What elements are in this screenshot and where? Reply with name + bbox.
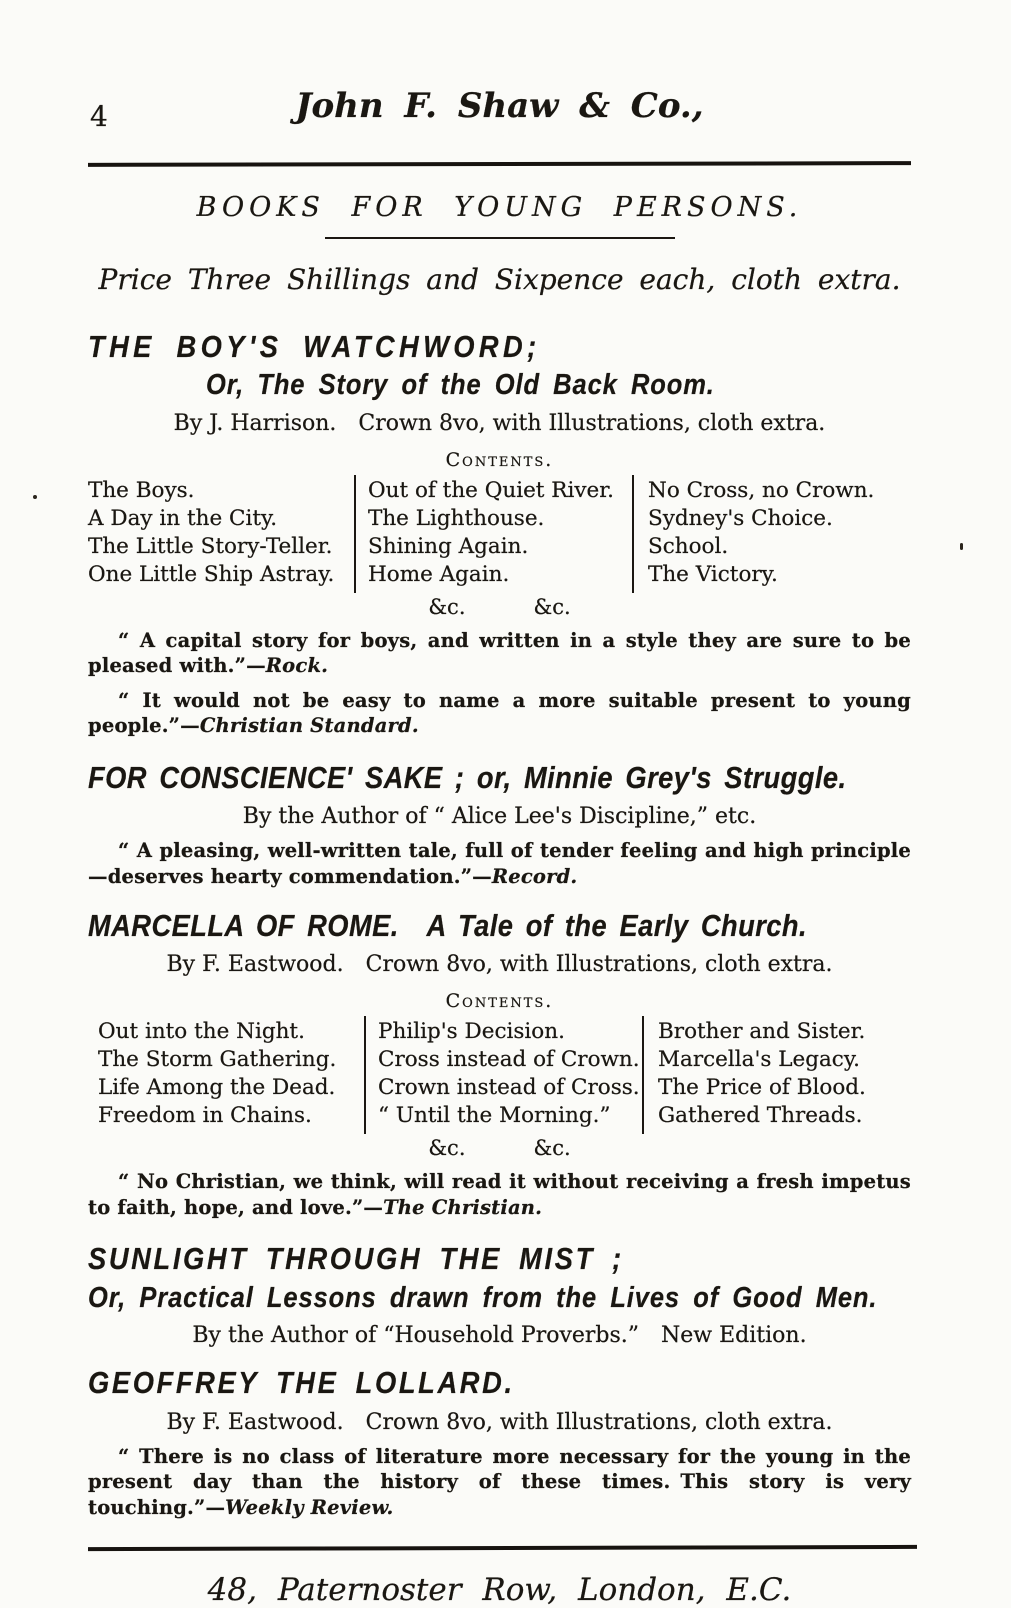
book-subtitle: Or, The Story of the Old Back Room. bbox=[206, 369, 715, 402]
section-heading-rule bbox=[325, 237, 675, 239]
contents-entry: Out of the Quiet River. bbox=[368, 477, 614, 503]
scan-speck bbox=[33, 495, 37, 499]
scan-speck bbox=[960, 543, 963, 550]
contents-entry: Philip's Decision. bbox=[378, 1019, 565, 1045]
book-byline: By J. Harrison. Crown 8vo, with Illustrations, cloth extra. bbox=[173, 410, 826, 436]
contents-entry: “ Until the Morning.” bbox=[378, 1103, 611, 1129]
book-byline: By the Author of “ Alice Lee's Discipline,” etc. bbox=[242, 804, 757, 830]
review-text: “ A pleasing, well-written tale, full of tender feeling and high principle—deserves hearty commendation.”— bbox=[88, 839, 911, 888]
review-quote bbox=[88, 1444, 911, 1521]
review-source: Weekly Review. bbox=[225, 1495, 394, 1519]
contents-entry: One Little Ship Astray. bbox=[88, 561, 335, 587]
contents-entry: Crown instead of Cross. bbox=[378, 1075, 640, 1101]
review-text: “ A capital story for boys, and written in a style they are sure to be pleased with.”— bbox=[88, 628, 911, 678]
contents-column bbox=[88, 1016, 364, 1134]
book-title: MARCELLA OF ROME. A Tale of the Early Church. bbox=[88, 908, 808, 944]
contents-entry: School. bbox=[648, 533, 729, 559]
contents-table bbox=[88, 475, 911, 593]
book-title: THE BOY'S WATCHWORD; bbox=[88, 329, 541, 364]
book-section-boys-watchword bbox=[88, 328, 911, 739]
review-quote bbox=[88, 838, 911, 889]
review-source: Rock. bbox=[265, 654, 329, 678]
contents-entry: Life Among the Dead. bbox=[98, 1075, 336, 1101]
review-quote bbox=[88, 1169, 911, 1220]
footer-address: 48, Paternoster Row, London, E.C. bbox=[207, 1572, 792, 1608]
contents-entry: The Price of Blood. bbox=[658, 1075, 866, 1101]
contents-column bbox=[354, 475, 634, 593]
book-title: GEOFFREY THE LOLLARD. bbox=[88, 1365, 515, 1401]
book-section-geoffrey-the-lollard bbox=[88, 1364, 911, 1520]
etc-row bbox=[88, 1136, 911, 1160]
contents-column bbox=[644, 1016, 911, 1134]
book-byline: By F. Eastwood. Crown 8vo, with Illustrations, cloth extra. bbox=[166, 1409, 833, 1435]
section-heading: BOOKS FOR YOUNG PERSONS. bbox=[196, 192, 803, 223]
book-title: SUNLIGHT THROUGH THE MIST ; bbox=[88, 1241, 624, 1277]
contents-column bbox=[364, 1016, 644, 1134]
contents-table bbox=[88, 1016, 911, 1134]
contents-entry: Out into the Night. bbox=[98, 1019, 305, 1045]
etc-mark: &c. bbox=[533, 1136, 571, 1161]
contents-entry: The Storm Gathering. bbox=[98, 1047, 337, 1073]
contents-label: Contents. bbox=[445, 990, 554, 1013]
page-number: 4 bbox=[90, 100, 108, 133]
review-text: “ It would not be easy to name a more suitable present to young people.”— bbox=[88, 688, 911, 738]
contents-entry: Sydney's Choice. bbox=[648, 505, 833, 531]
contents-entry: Shining Again. bbox=[368, 533, 529, 559]
contents-column bbox=[634, 475, 911, 593]
review-text: “ No Christian, we think, will read it without receiving a fresh impetus to faith, hope, and love.”— bbox=[88, 1170, 911, 1219]
book-byline: By F. Eastwood. Crown 8vo, with Illustrations, cloth extra. bbox=[166, 952, 833, 978]
contents-entry: The Lighthouse. bbox=[368, 505, 545, 531]
contents-entry: Marcella's Legacy. bbox=[658, 1047, 860, 1073]
review-text: “ There is no class of literature more necessary for the young in the present day than the history of these times. This story is very touching.”— bbox=[88, 1444, 911, 1519]
contents-entry: Brother and Sister. bbox=[658, 1019, 866, 1045]
contents-entry: Cross instead of Crown. bbox=[378, 1047, 640, 1073]
price-line: Price Three Shillings and Sixpence each, cloth extra. bbox=[98, 263, 901, 296]
header-rule bbox=[88, 161, 911, 167]
book-section-marcella-of-rome bbox=[88, 907, 911, 1220]
review-source: Christian Standard. bbox=[199, 714, 419, 738]
book-section-sunlight-through-the-mist bbox=[88, 1240, 911, 1348]
contents-entry: Freedom in Chains. bbox=[98, 1103, 312, 1129]
book-byline: By the Author of “Household Proverbs.” New Edition. bbox=[192, 1323, 807, 1349]
footer-rule bbox=[88, 1545, 917, 1551]
review-source: The Christian. bbox=[383, 1195, 543, 1219]
running-head: John F. Shaw & Co., bbox=[295, 86, 704, 126]
contents-entry: The Little Story-Teller. bbox=[88, 533, 333, 559]
etc-mark: &c. bbox=[428, 594, 466, 619]
review-quote bbox=[88, 628, 911, 679]
book-section-for-conscience-sake bbox=[88, 759, 911, 889]
contents-entry: Gathered Threads. bbox=[658, 1103, 863, 1129]
review-quote bbox=[88, 688, 911, 739]
contents-entry: The Boys. bbox=[88, 477, 195, 503]
contents-entry: The Victory. bbox=[648, 561, 778, 587]
contents-label: Contents. bbox=[445, 448, 554, 471]
contents-entry: No Cross, no Crown. bbox=[648, 477, 875, 503]
etc-mark: &c. bbox=[533, 594, 571, 619]
review-source: Record. bbox=[491, 864, 578, 888]
book-subtitle: Or, Practical Lessons drawn from the Lives of Good Men. bbox=[88, 1281, 878, 1314]
etc-mark: &c. bbox=[428, 1136, 466, 1161]
book-title: FOR CONSCIENCE' SAKE ; or, Minnie Grey's Struggle. bbox=[88, 759, 847, 795]
contents-entry: A Day in the City. bbox=[88, 505, 278, 531]
page-header bbox=[88, 78, 911, 136]
contents-entry: Home Again. bbox=[368, 561, 510, 587]
etc-row bbox=[88, 595, 911, 619]
contents-column bbox=[88, 475, 354, 593]
